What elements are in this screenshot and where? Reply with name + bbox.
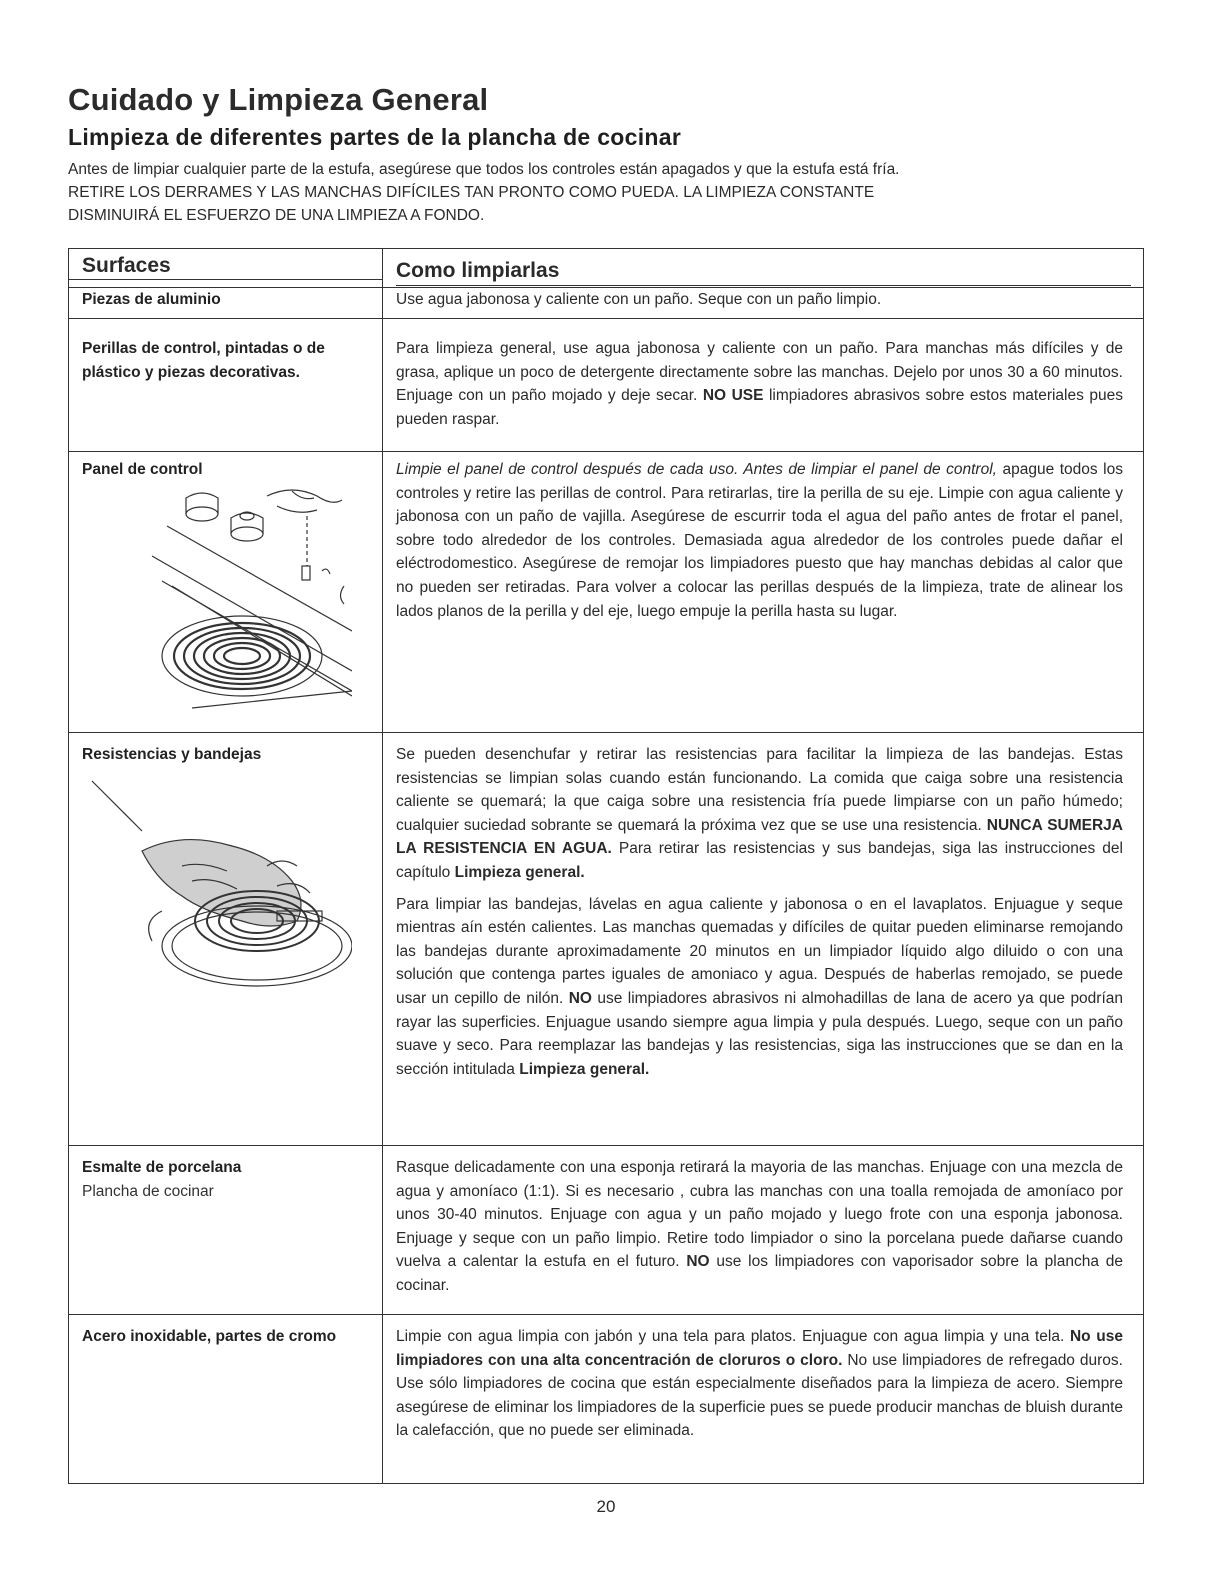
table-row: [69, 733, 1144, 1146]
table-row: [69, 1146, 1144, 1315]
surface-name: Perillas de control, pintadas o de plástico y piezas decorativas.: [82, 340, 325, 381]
table-header-row: [69, 249, 1144, 288]
header-how-to-clean: Como limpiarlas: [396, 249, 1131, 286]
table-row: [69, 319, 1144, 452]
cleaning-instructions: Limpie el panel de control después de cada uso. Antes de limpiar el panel de control, apague todos los controles y retire las perillas de control. Para retirarlas, tire la perilla de su eje. Limpie con agua caliente y jabonosa con un paño de vajilla. Asegúrese de escurrir toda el agua del paño antes de frotar el panel, sobre todo alrededor de los controles. Demasiada agua alrededor de los controles puede dañar el eléctrodomestico. Asegúrese de remojar los limpiadores puesto que hay manchas debidas al calor que no pueden ser retiradas. Para volver a colocar las perillas después de la limpieza, trate de alinear los lados planos de la perilla y del eje, luego empuje la perilla hasta su lugar.: [396, 461, 1123, 620]
surface-name: Resistencias y bandejas: [82, 746, 262, 763]
surface-name: Acero inoxidable, partes de cromo: [82, 1328, 337, 1345]
cleaning-instructions: Use agua jabonosa y caliente con un paño. Seque con un paño limpio.: [396, 291, 882, 308]
cleaning-instructions: Rasque delicadamente con una esponja retirará la mayoria de las manchas. Enjuage con una mezcla de agua y amoníaco (1:1). Si es necesario , cubra las manchas con una toalla remojada de amoníaco por unos 30-40 minutos. Enjuage con agua y un paño mojado y luego frote con una esponja jabonosa. Enjuage y seque con un paño limpio. Retire todo limpiador o sino la porcelana puede dañarse cuando vuelva a calentar la estufa en el futuro. NO use los limpiadores con vaporisador sobre la plancha de cocinar.: [396, 1159, 1123, 1294]
cleaning-instructions: Se pueden desenchufar y retirar las resistencias para facilitar la limpieza de las bandejas. Estas resistencias se limpian solas cuando están funcionando. La comida que caiga sobre una resistencia caliente se quemará; la que caiga sobre una resistencia fría puede limpiarse con un paño húmedo; cualquier suciedad sobrante se quemará la próxima vez que se use una resistencia. NUNCA SUMERJA LA RESISTENCIA EN AGUA. Para retirar las resistencias y sus bandejas, siga las instrucciones del capítulo Limpieza general. Para limpiar las bandejas, lávelas en agua caliente y jabonosa o en el lavaplatos. Enjuague y seque mientras aín estén calientes. Las manchas quemadas y difíciles de quitar pueden eliminarse remojando las bandejas durante aproximadamente 20 minutos en un limpiador líquido algo diluido o con una solución que contenga partes iguales de amoniaco y agua. Después de haberlas remojado, se puede usar un cepillo de nilón. NO use limpiadores abrasivos ni almohadillas de lana de acero ya que podrían rayar las superficies. Enjuague usando siempre agua limpia y pula después. Luego, seque con un paño suave y seco. Para reemplazar las bandejas y las resistencias, siga las instrucciones que se dan en la sección intitulada Limpieza general.: [396, 746, 1124, 1078]
intro-text: [68, 158, 1148, 227]
element-and-drip-pan-illustration: [82, 771, 372, 999]
cleaning-instructions: Para limpieza general, use agua jabonosa y caliente con un paño. Para manchas más difíciles y de grasa, aplique un poco de detergente directamente sobre las manchas. Dejelo por unos 30 a 60 minutos. Enjuage con un paño mojado y deje secar. NO USE limpiadores abrasivos sobre estos materiales pues pueden raspar.: [396, 340, 1123, 428]
control-panel-illustration: [82, 486, 352, 716]
surface-name: Esmalte de porcelana: [82, 1159, 242, 1176]
header-surfaces: Surfaces: [69, 249, 382, 280]
surface-name: Piezas de aluminio: [82, 291, 221, 308]
table-row: [69, 288, 1144, 319]
section-subtitle: Limpieza de diferentes partes de la plancha de cocinar: [68, 124, 682, 150]
page-title: Cuidado y Limpieza General: [68, 82, 489, 117]
intro-line: DISMINUIRÁ EL ESFUERZO DE UNA LIMPIEZA A FONDO.: [68, 207, 485, 224]
cleaning-instructions: Limpie con agua limpia con jabón y una tela para platos. Enjuague con agua limpia y una tela. No use limpiadores con una alta concentración de cloruros o cloro. No use limpiadores de refregado duros. Use sólo limpiadores de cocina que están especialmente diseñados para la limpieza de acero. Siempre asegúrese de eliminar los limpiadores de la superficie pues se puede producir manchas de bluish durante la calefacción, que no puede ser eliminada.: [396, 1328, 1123, 1440]
table-row: [69, 452, 1144, 733]
table-row: [69, 1315, 1144, 1484]
surface-name: Panel de control: [82, 461, 203, 478]
intro-line: Antes de limpiar cualquier parte de la estufa, asegúrese que todos los controles están apagados y que la estufa está fría.: [68, 161, 900, 178]
intro-line: RETIRE LOS DERRAMES Y LAS MANCHAS DIFÍCILES TAN PRONTO COMO PUEDA. LA LIMPIEZA CONSTANTE: [68, 184, 875, 201]
page-number: 20: [596, 1497, 616, 1516]
element-and-drip-pan-illustration: [82, 771, 352, 991]
cleaning-table: [68, 248, 1144, 1484]
surface-subname: Plancha de cocinar: [82, 1182, 214, 1200]
control-panel-illustration: [82, 486, 372, 724]
